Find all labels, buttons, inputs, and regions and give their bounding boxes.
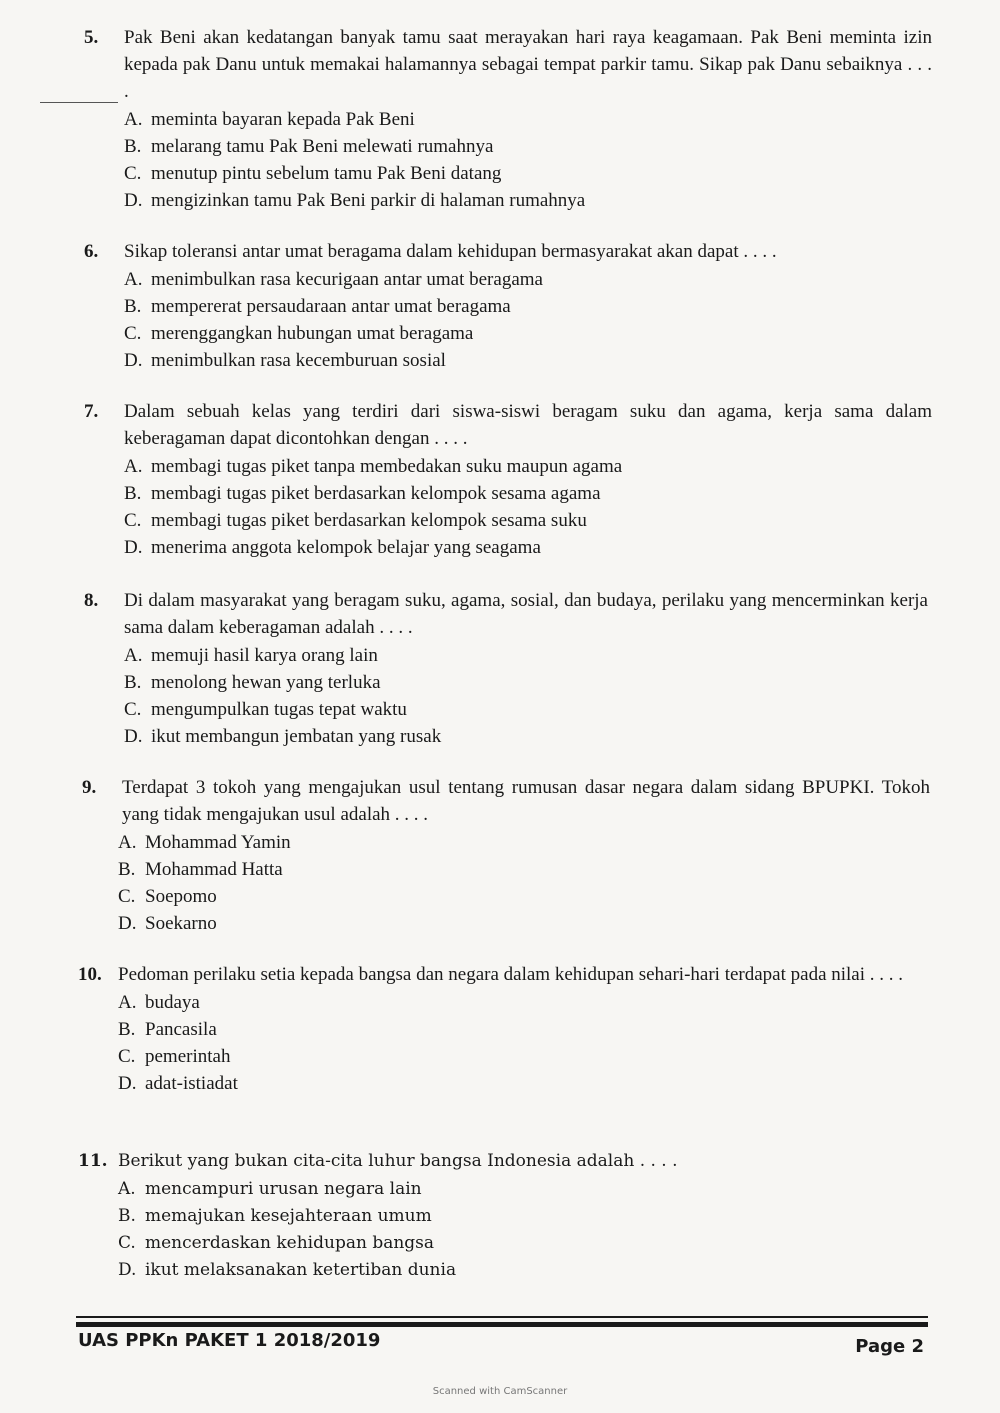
option-b: B. melarang tamu Pak Beni melewati rumahnya	[124, 136, 494, 157]
footer-rule-thin	[76, 1316, 928, 1318]
option-d: D. ikut membangun jembatan yang rusak	[124, 726, 442, 747]
question-8	[84, 587, 928, 750]
option-c: C. merenggangkan hubungan umat beragama	[124, 323, 474, 344]
option-d: D. ikut melaksanakan ketertiban dunia	[118, 1260, 457, 1280]
option-a: A. membagi tugas piket tanpa membedakan suku maupun agama	[124, 456, 623, 477]
question-number: 5.	[84, 27, 99, 48]
question-number: 10.	[78, 964, 102, 985]
option-c: C. Soepomo	[118, 886, 217, 907]
question-number: 8.	[84, 590, 99, 611]
option-b: B. Mohammad Hatta	[118, 859, 283, 880]
page-number: Page 2	[855, 1336, 924, 1357]
option-list	[118, 1176, 926, 1284]
question-text: Sikap toleransi antar umat beragama dalam kehidupan bermasyarakat akan dapat . . . .	[124, 241, 777, 262]
option-c: C. mencerdaskan kehidupan bangsa	[118, 1233, 435, 1253]
option-list	[118, 829, 930, 937]
option-d: D. menimbulkan rasa kecemburuan sosial	[124, 350, 446, 371]
question-6	[84, 238, 932, 374]
option-c: C. menutup pintu sebelum tamu Pak Beni datang	[124, 163, 502, 184]
option-d: D. menerima anggota kelompok belajar yang seagama	[124, 537, 541, 558]
option-b: B. memajukan kesejahteraan umum	[118, 1206, 432, 1226]
option-a: A. memuji hasil karya orang lain	[124, 645, 378, 666]
option-c: C. mengumpulkan tugas tepat waktu	[124, 699, 407, 720]
question-9	[82, 774, 930, 937]
option-a: A. budaya	[118, 992, 200, 1013]
option-list	[124, 106, 932, 214]
option-d: D. mengizinkan tamu Pak Beni parkir di halaman rumahnya	[124, 190, 586, 211]
question-10	[78, 961, 926, 1097]
question-number: 9.	[82, 777, 97, 798]
question-number: 7.	[84, 401, 99, 422]
question-11	[78, 1148, 926, 1284]
option-d: D. Soekarno	[118, 913, 217, 934]
option-a: A. Mohammad Yamin	[118, 832, 291, 853]
option-list	[124, 266, 932, 374]
scanner-watermark: Scanned with CamScanner	[432, 1386, 568, 1397]
question-text: Dalam sebuah kelas yang terdiri dari siswa-siswi beragam suku dan agama, kerja sama dalam keberagaman dapat dicontohkan dengan . . . .	[124, 401, 932, 449]
question-text: Berikut yang bukan cita-cita luhur bangsa Indonesia adalah . . . .	[118, 1151, 678, 1171]
option-b: B. mempererat persaudaraan antar umat beragama	[124, 296, 511, 317]
question-text: Pak Beni akan kedatangan banyak tamu saat merayakan hari raya keagamaan. Pak Beni meminta izin kepada pak Danu untuk memakai halamannya sebagai tempat parkir tamu. Sikap pak Danu sebaiknya . . . .	[124, 27, 932, 102]
option-d: D. adat-istiadat	[118, 1073, 238, 1094]
question-text: Pedoman perilaku setia kepada bangsa dan negara dalam kehidupan sehari-hari terdapat pada nilai . . . .	[118, 964, 904, 985]
exam-title: UAS PPKn PAKET 1 2018/2019	[78, 1330, 381, 1351]
option-b: B. membagi tugas piket berdasarkan kelompok sesama agama	[124, 483, 601, 504]
option-a: A. meminta bayaran kepada Pak Beni	[124, 109, 415, 130]
question-text: Terdapat 3 tokoh yang mengajukan usul tentang rumusan dasar negara dalam sidang BPUPKI. Tokoh yang tidak mengajukan usul adalah . . . .	[122, 777, 930, 825]
option-b: B. menolong hewan yang terluka	[124, 672, 381, 693]
question-text: Di dalam masyarakat yang beragam suku, agama, sosial, dan budaya, perilaku yang mencerminkan kerja sama dalam keberagaman adalah . . . .	[124, 590, 928, 638]
option-c: C. membagi tugas piket berdasarkan kelompok sesama suku	[124, 510, 587, 531]
option-list	[124, 642, 928, 750]
option-b: B. Pancasila	[118, 1019, 217, 1040]
option-list	[118, 989, 926, 1097]
option-a: A. mencampuri urusan negara lain	[118, 1179, 422, 1199]
question-number: 11.	[78, 1151, 108, 1171]
option-list	[124, 453, 932, 561]
question-7	[84, 398, 932, 561]
question-number: 6.	[84, 241, 99, 262]
footer-rule-thick	[76, 1322, 928, 1327]
question-5	[84, 24, 932, 214]
option-a: A. menimbulkan rasa kecurigaan antar umat beragama	[124, 269, 543, 290]
option-c: C. pemerintah	[118, 1046, 231, 1067]
